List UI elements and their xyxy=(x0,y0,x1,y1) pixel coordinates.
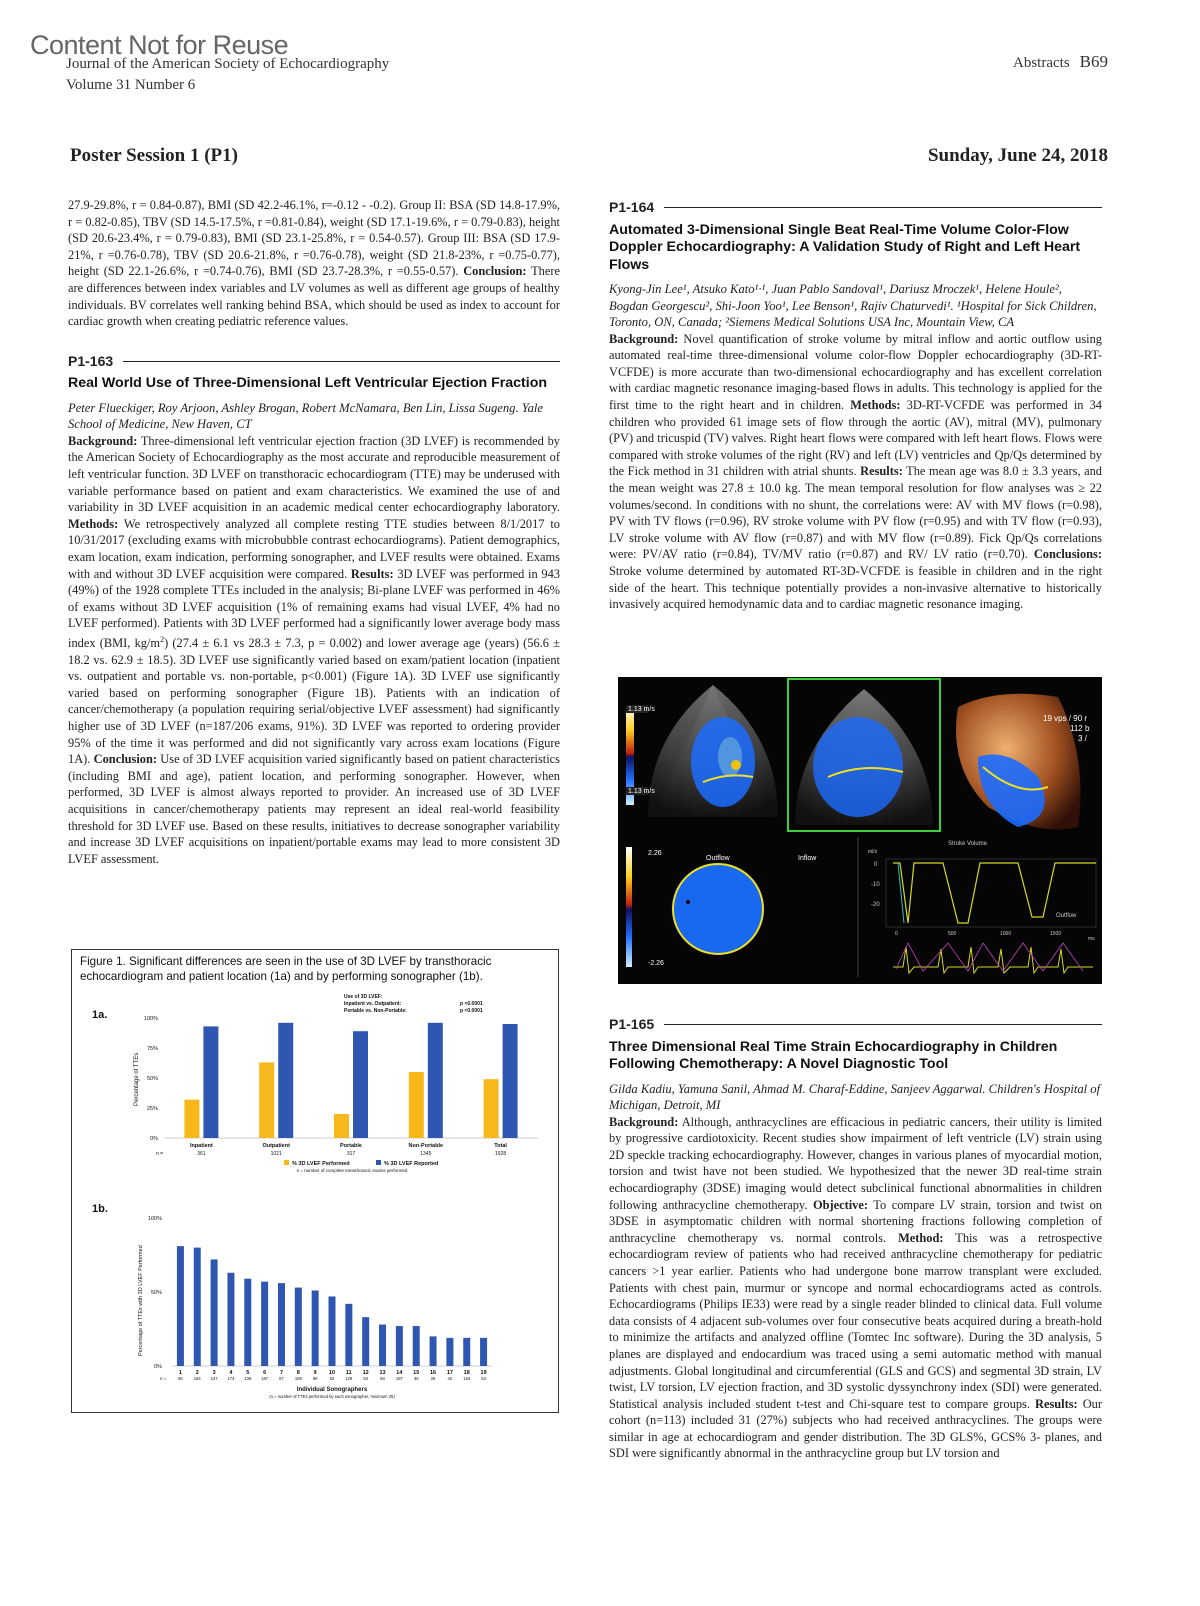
n-label: 147 xyxy=(210,1376,218,1381)
n-label: 1021 xyxy=(270,1151,282,1157)
abstract-id: P1-164 xyxy=(609,199,1102,216)
y-tick-label: 50% xyxy=(150,1290,162,1296)
svg-text:-20: -20 xyxy=(871,902,880,908)
abstract-id: P1-163 xyxy=(68,353,560,370)
cbar-bottom: -2.26 xyxy=(648,960,664,967)
bar-sonographer xyxy=(379,1325,386,1366)
n-label: 129 xyxy=(345,1376,353,1381)
x-tick-label: 2 xyxy=(195,1370,199,1376)
n-label: 53 xyxy=(481,1376,486,1381)
sv-unit: ml/s xyxy=(868,849,878,855)
x-tick-label: Total xyxy=(494,1143,507,1149)
n-label: 1928 xyxy=(495,1151,507,1157)
chart-1b xyxy=(72,1194,558,1408)
bar-sonographer xyxy=(278,1283,285,1366)
bar-reported xyxy=(353,1031,368,1138)
continued-abstract-text: 27.9-29.8%, r = 0.84-0.87), BMI (SD 42.2-46.1%, r=-0.12 - -0.2). Group II: BSA (SD 14.8-17.9%, r = 0.82-0.85), TBV (SD 14.5-17.5%, r =0.81-0.84), weight (SD 17.1-19.6%, r = 0.79-0.83), height (SD 20.6-23.4%, r = 0.79-0.83), BMI (SD 23.1-25.8%, r = 0.54-0.57). Group III: BSA (SD 17.9-21%, r =0.76-0.78), TBV (SD 20.6-21.8%, r =0.76-0.78), weight (SD 21.8-23%, r =0.75-0.77), height (SD 22.1-26.6%, r =0.74-0.76), BMI (SD 23.7-28.3%, r =0.55-0.57). Conclusion: There are differences between index variables and LV volumes as well as different age groups of healthy individuals. BV correlates well ranking behind BSA, which should be used as index to account for cardiac growth when creating pediatric reference values. xyxy=(68,198,560,329)
panel-label: 1b. xyxy=(92,1203,108,1215)
svg-text:ms: ms xyxy=(1088,936,1095,942)
abstract-id: P1-165 xyxy=(609,1016,1102,1033)
abstract-p1-165 xyxy=(609,1016,1102,1462)
bar-performed xyxy=(184,1100,199,1138)
n-label: 42 xyxy=(447,1376,453,1381)
y-tick-label: 75% xyxy=(146,1046,158,1052)
bar-performed xyxy=(334,1114,349,1138)
frame-info-1: 19 vps / 90 r xyxy=(1043,714,1088,723)
bar-sonographer xyxy=(345,1304,352,1366)
p-value: p <0.0001 xyxy=(460,1001,483,1007)
n-label: 108 xyxy=(294,1376,302,1381)
x-tick-label: 18 xyxy=(463,1370,470,1376)
n-label: 82 xyxy=(329,1376,335,1381)
n-label: 35 xyxy=(413,1376,419,1381)
n-label: 1345 xyxy=(420,1151,432,1157)
frame-info-3: 3 / xyxy=(1078,734,1087,743)
sv-title: Stroke Volume xyxy=(948,841,988,847)
y-axis-label: Percentage of TTEs with 3D LVEF Performed xyxy=(138,1245,144,1356)
sv-legend: Outflow xyxy=(1056,913,1077,919)
legend-swatch xyxy=(284,1160,289,1165)
n-label: 96 xyxy=(312,1376,318,1381)
n-label: 187 xyxy=(395,1376,403,1381)
session-date: Sunday, June 24, 2018 xyxy=(927,145,1108,166)
x-tick-label: Non-Portable xyxy=(408,1143,444,1149)
bar-sonographer xyxy=(295,1288,302,1366)
svg-text:1000: 1000 xyxy=(1000,931,1012,937)
bar-performed xyxy=(259,1062,274,1138)
journal-header xyxy=(66,54,389,96)
x-tick-label: 10 xyxy=(328,1370,336,1376)
session-title: Poster Session 1 (P1) xyxy=(70,145,238,166)
n-label: 361 xyxy=(197,1151,206,1157)
x-tick-label: 19 xyxy=(480,1370,487,1376)
echo-doppler-figure xyxy=(618,677,1102,984)
abstract-p1-163 xyxy=(68,353,560,868)
echo-panels xyxy=(618,677,1102,984)
bar-sonographer xyxy=(430,1336,437,1366)
abstract-title: Real World Use of Three-Dimensional Left Ventricular Ejection Fraction xyxy=(68,375,548,392)
x-tick-label: 4 xyxy=(229,1370,233,1376)
abstract-authors: Gilda Kadiu, Yamuna Sanil, Ahmad M. Charaf-Eddine, Sanjeev Aggarwal. Children's Hospital of Michigan, Detroit, MI xyxy=(609,1081,1101,1113)
bar-performed xyxy=(484,1079,499,1138)
n-label: 164 xyxy=(463,1376,471,1381)
panel-label: 1a. xyxy=(92,1009,108,1021)
x-tick-label: 12 xyxy=(362,1370,369,1376)
svg-text:-10: -10 xyxy=(871,882,880,888)
bar-sonographer xyxy=(177,1246,184,1366)
right-column xyxy=(609,199,1102,613)
svg-text:500: 500 xyxy=(948,931,957,937)
x-tick-label: 6 xyxy=(263,1370,267,1376)
n-prefix: n = xyxy=(156,1151,164,1157)
page-number: B69 xyxy=(1079,52,1108,71)
bar-sonographer xyxy=(446,1338,453,1366)
bar-sonographer xyxy=(396,1326,403,1366)
bar-sonographer xyxy=(413,1326,420,1366)
velocity-scale: 1.13 m/s xyxy=(628,706,655,713)
abstract-p1-164 xyxy=(609,199,1102,613)
bar-sonographer xyxy=(329,1296,336,1366)
y-tick-label: 25% xyxy=(146,1106,158,1112)
n-label: 25 xyxy=(430,1376,436,1381)
right-column-lower xyxy=(609,1016,1102,1462)
y-axis-label: Percentage of TTEs xyxy=(134,1052,140,1106)
n-label: 139 xyxy=(244,1376,252,1381)
inflow-label: Inflow xyxy=(798,855,817,862)
chart-1a xyxy=(72,988,558,1178)
x-tick-label: Inpatient xyxy=(189,1143,213,1149)
x-tick-label: 17 xyxy=(446,1370,453,1376)
x-tick-label: 14 xyxy=(396,1370,403,1376)
annotation-line: Use of 3D LVEF: xyxy=(344,994,383,1000)
figure-caption: Figure 1. Significant differences are seen in the use of 3D LVEF by transthoracic echocardiogram and patient location (1a) and by performing sonographer (1b). xyxy=(80,955,492,983)
x-tick-label: 7 xyxy=(279,1370,284,1376)
frame-info-2: 112 b xyxy=(1070,724,1090,733)
cbar-top: 2.26 xyxy=(648,850,662,857)
left-column xyxy=(68,197,560,867)
abstract-body: Background: Three-dimensional left ventricular ejection fraction (3D LVEF) is recommended by the American Society of Echocardiography as the most accurate and reproducible measurement of left ventricular function. 3D LVEF on transthoracic echocardiogram (TTE) may be underused with variable performance based on patient and exam characteristics. We examined the use of and variability in 3D LVEF acquisition in an academic medical center echocardiography laboratory. Methods: We retrospectively analyzed all complete resting TTE studies between 8/1/2017 to 10/31/2017 (excluding exams with microbubble contrast echocardiograms). Patient demographics, exam location, exam indication, performing sonographer, and LVEF results were obtained. Exams with and without 3D LVEF acquisition were compared. Results: 3D LVEF was performed in 943 (49%) of the 1928 complete TTEs included in the analysis; Bi-plane LVEF was performed in 46% of exams without 3D LVEF acquisition (1% of remaining exams had visual LVEF, 4% had no LVEF performed). Patients with 3D LVEF performed had a significantly lower average body mass index (BMI, $kg/m^2$) (27.4 ± 6.1 vs 28.3 ± 7.3, p = 0.002) and lower average age (years) (56.6 ± 18.2 vs. 62.9 ± 18.5). 3D LVEF use significantly varied based on exam/patient location (inpatient vs. outpatient and portable vs. non-portable, p<0.001) (Figure 1A). 3D LVEF use significantly varied based on performing sonographer (Figure 1B). Patients with an indication of cancer/chemotherapy (a population requiring serial/objective LVEF assessment) had significantly higher use of 3D LVEF (n=187/206 exams, 91%). 3D LVEF was reported to ordering provider 95% of the time it was performed and did not significantly vary across exam locations (Figure 1A). Conclusion: Use of 3D LVEF acquisition varied significantly based on patient characteristics (including BMI and age), patient location, and performing sonographer. However, when performed, 3D LVEF is almost always reported to provider. An increased use of 3D LVEF acquisitions in cancer/chemotherapy patients may represent an ideal real-world feasibility threshold for 3D LVEF use. Based on these results, initiatives to decrease sonographer variability and increase 3D LVEF acquisitions on inpatient/portable exams may lead to more consistent 3D LVEF assessment. xyxy=(68,433,561,866)
bar-sonographer xyxy=(227,1273,234,1366)
journal-volume: Volume 31 Number 6 xyxy=(66,77,196,93)
n-label: 64 xyxy=(380,1376,385,1381)
abstract-authors: Kyong-Jin Lee¹, Atsuko Kato¹·¹, Juan Pablo Sandoval¹, Dariusz Mroczek¹, Helene Houle², Bogdan Georgescu², Shi-Joon Yoo¹, Lee Benson¹, Rajiv Chaturvedi¹. ¹Hospital for Sick Children, Toronto, ON, Canada; ²Siemens Medical Solutions USA Inc, Mountain View, CA xyxy=(609,282,1097,330)
annotation-line: Inpatient vs. Outpatient: xyxy=(344,1001,402,1007)
bar-sonographer xyxy=(480,1338,487,1366)
n-label: 54 xyxy=(363,1376,369,1381)
bar-sonographer xyxy=(463,1338,470,1366)
legend-label: % 3D LVEF Reported xyxy=(384,1161,439,1167)
x-tick-label: 11 xyxy=(345,1370,352,1376)
x-tick-label: 9 xyxy=(313,1370,317,1376)
bar-sonographer xyxy=(261,1282,268,1366)
x-tick-label: Outpatient xyxy=(262,1143,290,1149)
outflow-label: Outflow xyxy=(706,855,730,862)
n-label: 50 xyxy=(178,1376,183,1381)
abstract-title: Three Dimensional Real Time Strain Echocardiography in Children Following Chemotherapy: A Novel Diagnostic Tool xyxy=(609,1038,1058,1073)
abstract-title: Automated 3-Dimensional Single Beat Real-Time Volume Color-Flow Doppler Echocardiography: A Validation Study of Right and Left Heart Flows xyxy=(609,221,1081,273)
x-tick-label: 15 xyxy=(413,1370,420,1376)
svg-text:0: 0 xyxy=(895,931,898,937)
bar-reported xyxy=(203,1026,218,1138)
velocity-scale-2: 1.13 m/s xyxy=(628,788,655,795)
journal-name: Journal of the American Society of Echocardiography xyxy=(66,56,390,72)
legend-label: % 3D LVEF Performed xyxy=(292,1161,350,1167)
x-tick-label: 13 xyxy=(379,1370,386,1376)
x-axis-label: Individual Sonographers xyxy=(296,1387,368,1393)
footnote: n = number of complete transthoracic exams performed xyxy=(296,1168,408,1173)
abstract-authors: Peter Flueckiger, Roy Arjoon, Ashley Brogan, Robert McNamara, Ben Lin, Lissa Sugeng. Yale School of Medicine, New Haven, CT xyxy=(68,400,544,432)
x-tick-label: 5 xyxy=(246,1370,250,1376)
bar-reported xyxy=(428,1023,443,1138)
x-tick-label: 3 xyxy=(212,1370,216,1376)
n-prefix: n = xyxy=(160,1376,167,1381)
p-value: p <0.0001 xyxy=(460,1008,483,1014)
svg-text:0: 0 xyxy=(874,862,878,868)
abstract-body: Background: Although, anthracyclines are efficacious in pediatric cancers, their utility is limited by progressive cardiotoxicity. Recent studies show impairment of left ventricle (LV) strain using 2D speckle tracking echocardiography. However, changes in various planes of myocardial motion, torsion and twist have not been studied. We hypothesized that the newer 3D real-time strain echocardiography (3DSE) imaging would detect subclinical functional abnormalities in children following anthracycline chemotherapy. Objective: To compare LV strain, torsion and twist on 3DSE in asymptomatic children with normal shortening fractions following completion of anthracycline chemotherapy vs. normal controls. Method: This was a retrospective echocardiogram review of patients who had received anthracycline chemotherapy for pediatric cancers >1 year earlier. Patients who had undergone bone marrow transplant were excluded. Patients with chest pain, murmur or syncope and normal echocardiograms acted as controls. Echocardiograms (Philips IE33) were read by a single reader blinded to clinical data. Full volume data consists of 4 adjacent sub-volumes over four consecutive beats acquired during a breath-hold to minimize the artifacts and analyzed offline (Tomtec Inc software). During the 3D analysis, 5 planes are displayed and endocardium was traced using a semi automatic method with manual adjustments. Global longitudinal and circumferential (GLS and GCS) and segmental 3D strain, LV twist, LV torsion, LV ejection fraction, and 3D systolic dyssynchrony index (SDI) were generated. Statistical analysis included student t-test and Chi-square test to compare groups. Results: Our cohort (n=113) included 31 (27%) subjects who had received anthracyclines. The groups were similar in age at echocardiogram and gender distribution. The 3D GLS%, GCS% 3- planes, and SDI were significantly abnormal in the anthracycline group but LV torsion and xyxy=(609,1114,1103,1461)
y-tick-label: 0% xyxy=(150,1136,158,1142)
x-tick-label: Portable xyxy=(339,1143,363,1149)
y-tick-label: 100% xyxy=(147,1216,162,1222)
bar-reported xyxy=(503,1024,518,1138)
n-label: 187 xyxy=(261,1376,269,1381)
legend-swatch xyxy=(376,1160,381,1165)
section-label: Abstracts xyxy=(1013,55,1070,71)
bar-sonographer xyxy=(194,1248,201,1366)
y-tick-label: 100% xyxy=(143,1016,158,1022)
n-label: 164 xyxy=(193,1376,201,1381)
n-label: 87 xyxy=(279,1376,284,1381)
bar-performed xyxy=(409,1072,424,1138)
bar-sonographer xyxy=(362,1317,369,1366)
y-tick-label: 0% xyxy=(154,1364,162,1370)
svg-text:1500: 1500 xyxy=(1050,931,1062,937)
page-header-right xyxy=(1013,52,1108,72)
n-label: 317 xyxy=(346,1151,356,1157)
bar-sonographer xyxy=(211,1259,218,1366)
watermark: Content Not for Reuse xyxy=(30,30,289,60)
figure-1 xyxy=(71,949,559,1413)
bar-sonographer xyxy=(312,1291,319,1366)
x-tick-label: 1 xyxy=(178,1370,182,1376)
footnote: (n = number of TTEs performed by each sonographer, minimum 25) xyxy=(269,1394,395,1399)
abstract-body: Background: Novel quantification of stroke volume by mitral inflow and aortic outflow using automated real-time three-dimensional volume color-flow Doppler echocardiography (3D-RT-VCFDE) is more accurate than two-dimensional echocardiography and has excellent correlation with cardiac magnetic resonance imaging-based flows in adults. This technology is applied for the first time to the right heart and in children. Methods: 3D-RT-VCFDE was performed in 34 children who provided 61 image sets of flow through the aortic (AV), mitral (MV), pulmonary (PV) and tricuspid (TV) valves. Right heart flows were compared with left heart flows. Flows were compared with stroke volumes of the right (RV) and left (LV) ventricles and Qp/Qs determined by the Fick method in 31 children with atrial shunts. Results: The mean age was 8.0 ± 3.3 years, and the mean weight was 27.8 ± 10.0 kg. The mean temporal resolution for flow analyses was ≥ 22 volumes/second. In conditions with no shunt, the correlations were: AV with MV flows (r=0.98), PV with TV flows (r=0.96), RV stroke volume with PV flow (r=0.95) and with TV flow (r=0.93), LV stroke volume with AV flow (r=0.87) and with MV flow (r=0.89). Fick Qp/Qs correlations were: PV/AV ratio (r=0.84), TV/MV ratio (r=0.87) and RV/ LV ratio (r=0.70). Conclusions: Stroke volume determined by automated RT-3D-VCFDE is feasible in children and in the right side of the heart. This technique potentially provides a non-invasive alternative to historically invasively acquired hemodynamic data and to cardiac magnetic resonance imaging. xyxy=(609,331,1102,612)
bar-reported xyxy=(278,1023,293,1138)
x-tick-label: 16 xyxy=(429,1370,437,1376)
y-tick-label: 50% xyxy=(146,1076,158,1082)
n-label: 174 xyxy=(227,1376,235,1381)
x-tick-label: 8 xyxy=(296,1370,300,1376)
annotation-line: Portable vs. Non-Portable: xyxy=(344,1008,407,1014)
bar-sonographer xyxy=(244,1279,251,1366)
